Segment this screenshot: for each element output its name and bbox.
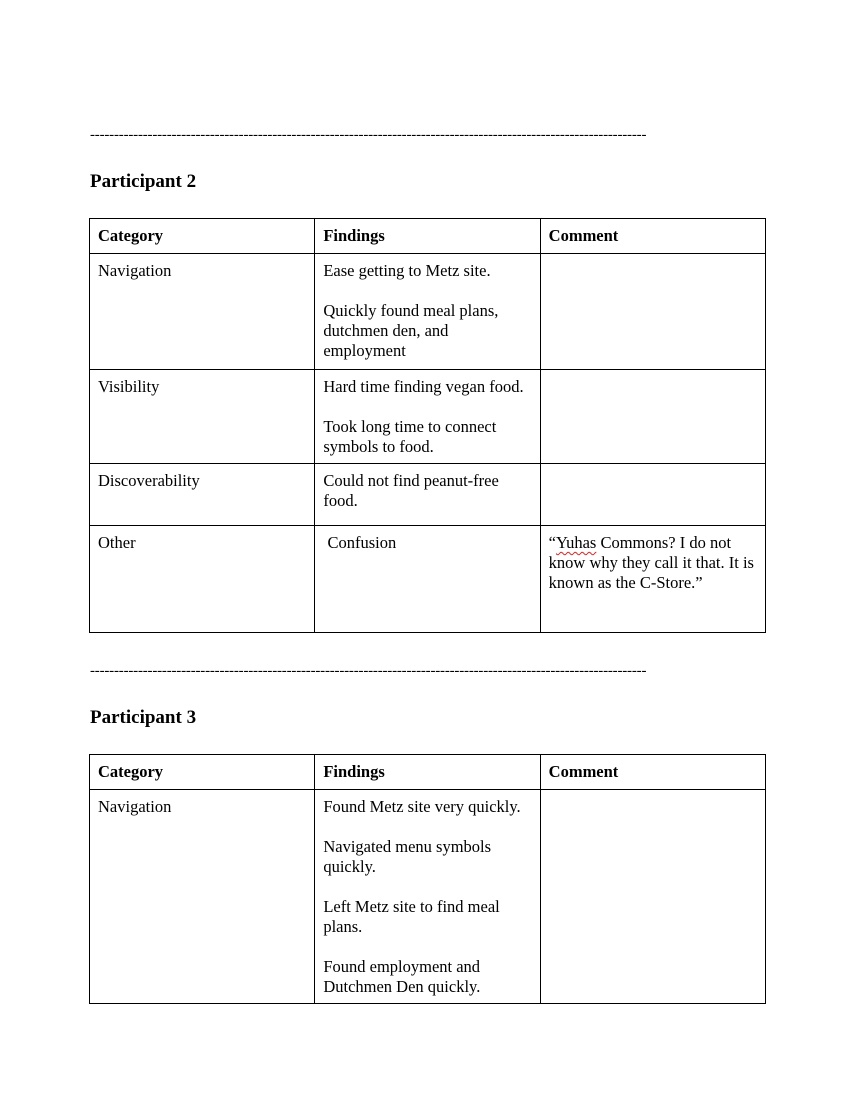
section-divider: --------------------------------------------------------------------------------------------------------------------: [90, 663, 647, 679]
category-cell: Other: [90, 526, 315, 633]
column-header-findings: Findings: [315, 219, 540, 254]
comment-cell: [540, 370, 765, 464]
findings-cell: [315, 254, 540, 370]
finding-text: Took long time to connect symbols to food.: [323, 417, 497, 456]
table-row: [90, 254, 766, 370]
comment-cell: [540, 790, 765, 1004]
finding-text: Found Metz site very quickly.: [323, 797, 521, 816]
section-divider: --------------------------------------------------------------------------------------------------------------------: [90, 127, 647, 143]
spelling-error-word[interactable]: Yuhas: [555, 533, 597, 552]
table-row: [90, 790, 766, 1004]
column-header-findings: Findings: [315, 755, 540, 790]
column-header-comment: Comment: [540, 219, 765, 254]
table-header-row: [90, 755, 766, 790]
column-header-comment: Comment: [540, 755, 765, 790]
findings-cell: [315, 370, 540, 464]
participant-3-heading: Participant 3: [90, 707, 197, 728]
finding-text: Navigated menu symbols quickly.: [323, 837, 492, 876]
table-row: [90, 464, 766, 526]
participant-3-table: [89, 754, 766, 1004]
comment-cell: [540, 526, 765, 633]
category-cell: Visibility: [90, 370, 315, 464]
column-header-category: Category: [90, 755, 315, 790]
findings-cell: [315, 790, 540, 1004]
finding-text: Found employment and Dutchmen Den quickly.: [323, 957, 481, 996]
findings-cell: [315, 464, 540, 526]
table-row: [90, 526, 766, 633]
category-cell: Discoverability: [90, 464, 315, 526]
comment-text: Commons? I do not know why they call it that. It is known as the C-Store.”: [548, 533, 754, 592]
participant-2-table: [89, 218, 766, 633]
findings-cell: Confusion: [315, 526, 540, 633]
table-header-row: [90, 219, 766, 254]
category-cell: Navigation: [90, 254, 315, 370]
column-header-category: Category: [90, 219, 315, 254]
category-cell: Navigation: [90, 790, 315, 1004]
table-row: [90, 370, 766, 464]
comment-cell: [540, 254, 765, 370]
finding-text: Hard time finding vegan food.: [323, 377, 524, 396]
finding-text: Left Metz site to find meal plans.: [323, 897, 500, 936]
finding-text: Quickly found meal plans, dutchmen den, and employment: [323, 301, 499, 360]
comment-open-quote: “: [548, 533, 556, 552]
participant-2-heading: Participant 2: [90, 171, 197, 192]
finding-text: Could not find peanut-free food.: [323, 471, 499, 510]
finding-text: Ease getting to Metz site.: [323, 261, 491, 280]
comment-cell: [540, 464, 765, 526]
